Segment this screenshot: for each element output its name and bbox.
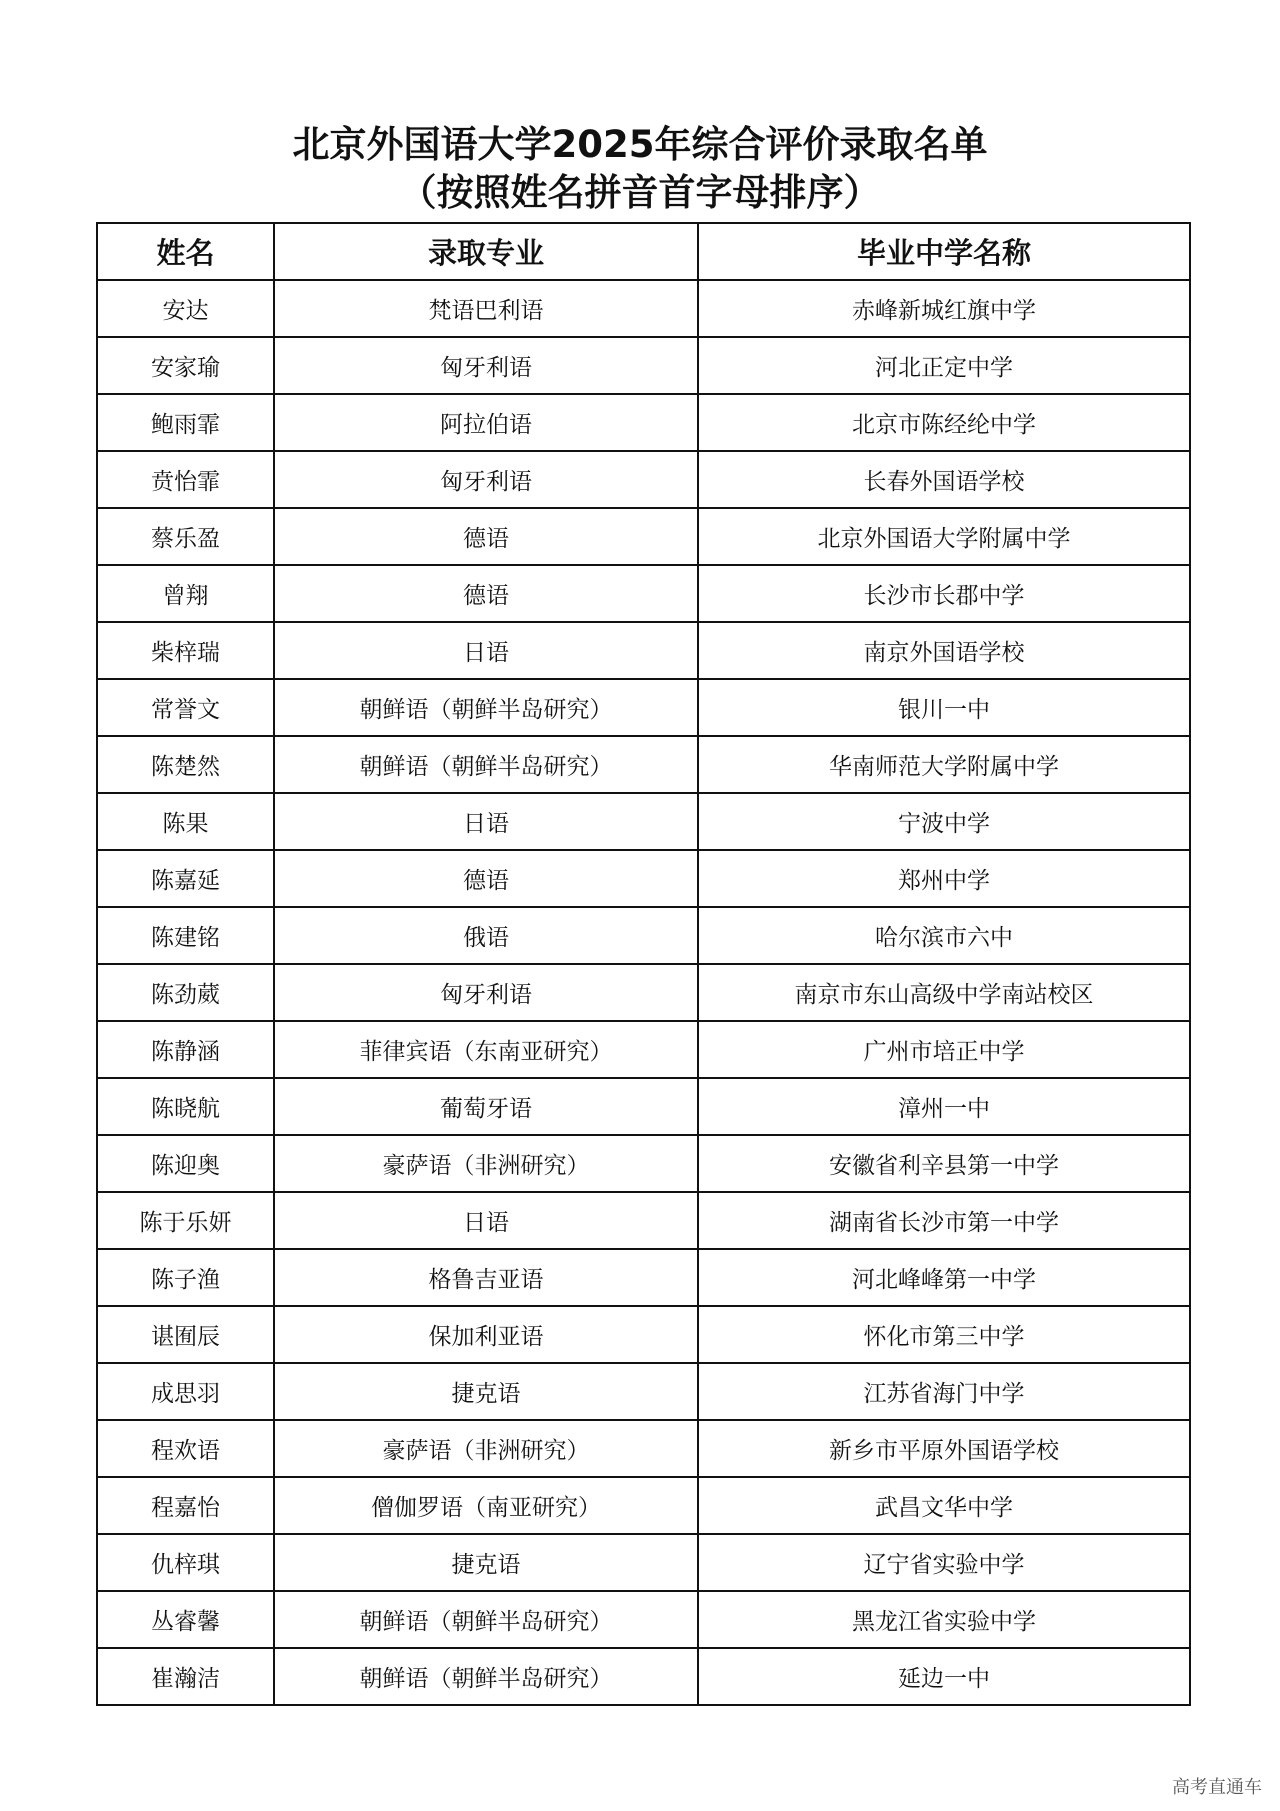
cell-name: 陈于乐妍 bbox=[97, 1192, 274, 1249]
table-row bbox=[97, 1021, 1190, 1078]
cell-school: 河北峰峰第一中学 bbox=[698, 1249, 1190, 1306]
cell-name: 柴梓瑞 bbox=[97, 622, 274, 679]
cell-name: 常誉文 bbox=[97, 679, 274, 736]
cell-school: 河北正定中学 bbox=[698, 337, 1190, 394]
cell-name: 陈子渔 bbox=[97, 1249, 274, 1306]
cell-school: 长春外国语学校 bbox=[698, 451, 1190, 508]
page-subtitle: （按照姓名拼音首字母排序） bbox=[399, 171, 881, 214]
cell-name: 陈劲葳 bbox=[97, 964, 274, 1021]
table-row bbox=[97, 793, 1190, 850]
cell-major: 匈牙利语 bbox=[274, 337, 698, 394]
cell-major: 梵语巴利语 bbox=[274, 280, 698, 337]
cell-name: 陈建铭 bbox=[97, 907, 274, 964]
table-row bbox=[97, 622, 1190, 679]
cell-school: 广州市培正中学 bbox=[698, 1021, 1190, 1078]
table-row bbox=[97, 850, 1190, 907]
cell-school: 辽宁省实验中学 bbox=[698, 1534, 1190, 1591]
table-row bbox=[97, 1306, 1190, 1363]
cell-school: 南京市东山高级中学南站校区 bbox=[698, 964, 1190, 1021]
cell-school: 漳州一中 bbox=[698, 1078, 1190, 1135]
table-row bbox=[97, 1078, 1190, 1135]
table-row bbox=[97, 565, 1190, 622]
cell-major: 豪萨语（非洲研究） bbox=[274, 1135, 698, 1192]
cell-major: 匈牙利语 bbox=[274, 964, 698, 1021]
cell-school: 湖南省长沙市第一中学 bbox=[698, 1192, 1190, 1249]
cell-school: 延边一中 bbox=[698, 1648, 1190, 1705]
cell-name: 程欢语 bbox=[97, 1420, 274, 1477]
table-row bbox=[97, 1534, 1190, 1591]
cell-name: 鲍雨霏 bbox=[97, 394, 274, 451]
table-row bbox=[97, 1363, 1190, 1420]
cell-name: 陈迎奥 bbox=[97, 1135, 274, 1192]
cell-school: 赤峰新城红旗中学 bbox=[698, 280, 1190, 337]
cell-major: 捷克语 bbox=[274, 1363, 698, 1420]
table-row bbox=[97, 1591, 1190, 1648]
cell-school: 安徽省利辛县第一中学 bbox=[698, 1135, 1190, 1192]
cell-name: 贲怡霏 bbox=[97, 451, 274, 508]
cell-school: 北京外国语大学附属中学 bbox=[698, 508, 1190, 565]
cell-major: 豪萨语（非洲研究） bbox=[274, 1420, 698, 1477]
cell-major: 日语 bbox=[274, 622, 698, 679]
table-row bbox=[97, 1192, 1190, 1249]
table-body bbox=[97, 280, 1190, 1705]
table-row bbox=[97, 1648, 1190, 1705]
watermark: 高考直通车 bbox=[1172, 1777, 1262, 1798]
cell-major: 德语 bbox=[274, 508, 698, 565]
cell-school: 黑龙江省实验中学 bbox=[698, 1591, 1190, 1648]
cell-name: 曾翔 bbox=[97, 565, 274, 622]
table-row bbox=[97, 1477, 1190, 1534]
cell-name: 丛睿馨 bbox=[97, 1591, 274, 1648]
cell-school: 武昌文华中学 bbox=[698, 1477, 1190, 1534]
table-header-row bbox=[97, 223, 1190, 280]
admission-table bbox=[96, 222, 1191, 1706]
cell-school: 新乡市平原外国语学校 bbox=[698, 1420, 1190, 1477]
cell-name: 安达 bbox=[97, 280, 274, 337]
cell-major: 日语 bbox=[274, 1192, 698, 1249]
header-school: 毕业中学名称 bbox=[698, 223, 1190, 280]
cell-major: 匈牙利语 bbox=[274, 451, 698, 508]
cell-school: 华南师范大学附属中学 bbox=[698, 736, 1190, 793]
cell-major: 俄语 bbox=[274, 907, 698, 964]
table-row bbox=[97, 679, 1190, 736]
table-row bbox=[97, 1420, 1190, 1477]
cell-major: 德语 bbox=[274, 850, 698, 907]
cell-name: 陈晓航 bbox=[97, 1078, 274, 1135]
cell-major: 菲律宾语（东南亚研究） bbox=[274, 1021, 698, 1078]
cell-school: 宁波中学 bbox=[698, 793, 1190, 850]
cell-name: 陈静涵 bbox=[97, 1021, 274, 1078]
cell-name: 陈果 bbox=[97, 793, 274, 850]
cell-major: 朝鲜语（朝鲜半岛研究） bbox=[274, 736, 698, 793]
cell-name: 谌囿辰 bbox=[97, 1306, 274, 1363]
cell-school: 银川一中 bbox=[698, 679, 1190, 736]
cell-name: 程嘉怡 bbox=[97, 1477, 274, 1534]
header-name: 姓名 bbox=[97, 223, 274, 280]
header-major: 录取专业 bbox=[274, 223, 698, 280]
table-row bbox=[97, 964, 1190, 1021]
table-row bbox=[97, 280, 1190, 337]
cell-name: 陈楚然 bbox=[97, 736, 274, 793]
cell-major: 捷克语 bbox=[274, 1534, 698, 1591]
table-row bbox=[97, 451, 1190, 508]
table-row bbox=[97, 1135, 1190, 1192]
cell-major: 僧伽罗语（南亚研究） bbox=[274, 1477, 698, 1534]
cell-name: 蔡乐盈 bbox=[97, 508, 274, 565]
cell-school: 南京外国语学校 bbox=[698, 622, 1190, 679]
cell-name: 成思羽 bbox=[97, 1363, 274, 1420]
cell-major: 格鲁吉亚语 bbox=[274, 1249, 698, 1306]
page-title: 北京外国语大学2025年综合评价录取名单 bbox=[292, 123, 988, 166]
cell-school: 北京市陈经纶中学 bbox=[698, 394, 1190, 451]
cell-name: 仇梓琪 bbox=[97, 1534, 274, 1591]
cell-school: 怀化市第三中学 bbox=[698, 1306, 1190, 1363]
table-row bbox=[97, 394, 1190, 451]
cell-major: 朝鲜语（朝鲜半岛研究） bbox=[274, 1591, 698, 1648]
table-row bbox=[97, 508, 1190, 565]
table-row bbox=[97, 907, 1190, 964]
cell-school: 郑州中学 bbox=[698, 850, 1190, 907]
table-row bbox=[97, 736, 1190, 793]
cell-major: 德语 bbox=[274, 565, 698, 622]
cell-school: 长沙市长郡中学 bbox=[698, 565, 1190, 622]
cell-name: 陈嘉延 bbox=[97, 850, 274, 907]
cell-name: 崔瀚洁 bbox=[97, 1648, 274, 1705]
cell-major: 葡萄牙语 bbox=[274, 1078, 698, 1135]
table-row bbox=[97, 1249, 1190, 1306]
cell-major: 日语 bbox=[274, 793, 698, 850]
cell-major: 朝鲜语（朝鲜半岛研究） bbox=[274, 1648, 698, 1705]
cell-school: 哈尔滨市六中 bbox=[698, 907, 1190, 964]
cell-major: 保加利亚语 bbox=[274, 1306, 698, 1363]
table-row bbox=[97, 337, 1190, 394]
cell-major: 阿拉伯语 bbox=[274, 394, 698, 451]
cell-school: 江苏省海门中学 bbox=[698, 1363, 1190, 1420]
cell-name: 安家瑜 bbox=[97, 337, 274, 394]
cell-major: 朝鲜语（朝鲜半岛研究） bbox=[274, 679, 698, 736]
